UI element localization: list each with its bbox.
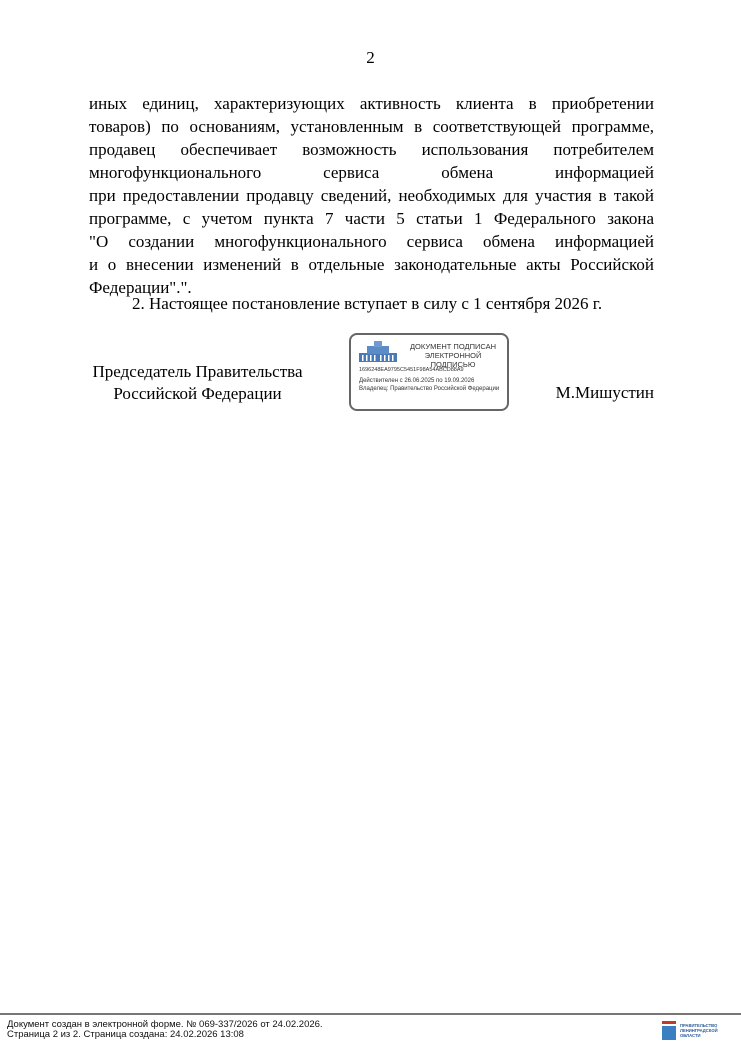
leningrad-region-logo: [662, 1021, 732, 1043]
logo-bar-icon: [662, 1021, 676, 1024]
text-line: многофункционального сервиса обмена информацией: [89, 163, 654, 182]
stamp-title: [403, 342, 503, 369]
stamp-title-line: ЭЛЕКТРОННОЙ ПОДПИСЬЮ: [424, 351, 482, 369]
page-number: 2: [366, 48, 375, 67]
position-line: Председатель Правительства: [92, 362, 303, 381]
footer-line: Документ создан в электронной форме. № 069-337/2026 от 24.02.2026.: [7, 1019, 323, 1030]
text-line: и о внесении изменений в отдельные законодательные акты Российской: [89, 255, 654, 274]
text-line: при предоставлении продавцу сведений, необходимых для участия в такой: [89, 186, 654, 205]
stamp-title-line: ДОКУМЕНТ ПОДПИСАН: [409, 342, 497, 351]
text-line: продавец обеспечивает возможность использования потребителем: [89, 140, 654, 159]
text-line: программе, с учетом пункта 7 части 5 статьи 1 Федерального закона: [89, 209, 654, 228]
text-line: "О создании многофункционального сервиса обмена информацией: [89, 232, 654, 251]
text-line: товаров) по основаниям, установленным в соответствующей программе,: [89, 117, 654, 136]
footer-line: Страница 2 из 2. Страница создана: 24.02.2026 13:08: [7, 1029, 244, 1040]
footer-text: [7, 1020, 323, 1040]
certificate-owner: Владелец: Правительство Российской Федерации: [359, 386, 500, 392]
position-line: Российской Федерации: [113, 384, 282, 403]
certificate-serial: 1696248EA9795C5451F98A54ABCD88A9: [359, 367, 464, 373]
signatory-position: [89, 361, 306, 405]
government-building-icon: [359, 341, 397, 363]
logo-emblem-icon: [662, 1026, 676, 1040]
electronic-signature-stamp: [349, 333, 509, 411]
certificate-validity: Действителен с 26.06.2025 по 19.09.2026: [359, 378, 475, 384]
paragraph-2: 2. Настоящее постановление вступает в силу с 1 сентября 2026 г.: [132, 294, 603, 313]
text-line: иных единиц, характеризующих активность клиента в приобретении: [89, 94, 654, 113]
certificate-details: [359, 377, 504, 393]
logo-text: ПРАВИТЕЛЬСТВО ЛЕНИНГРАДСКОЙ ОБЛАСТИ: [680, 1023, 718, 1038]
paragraph-1: [89, 92, 654, 299]
footer: [0, 1013, 741, 1040]
signatory-name: М.Мишустин: [555, 383, 654, 402]
text-line: Федерации".".: [89, 278, 192, 297]
